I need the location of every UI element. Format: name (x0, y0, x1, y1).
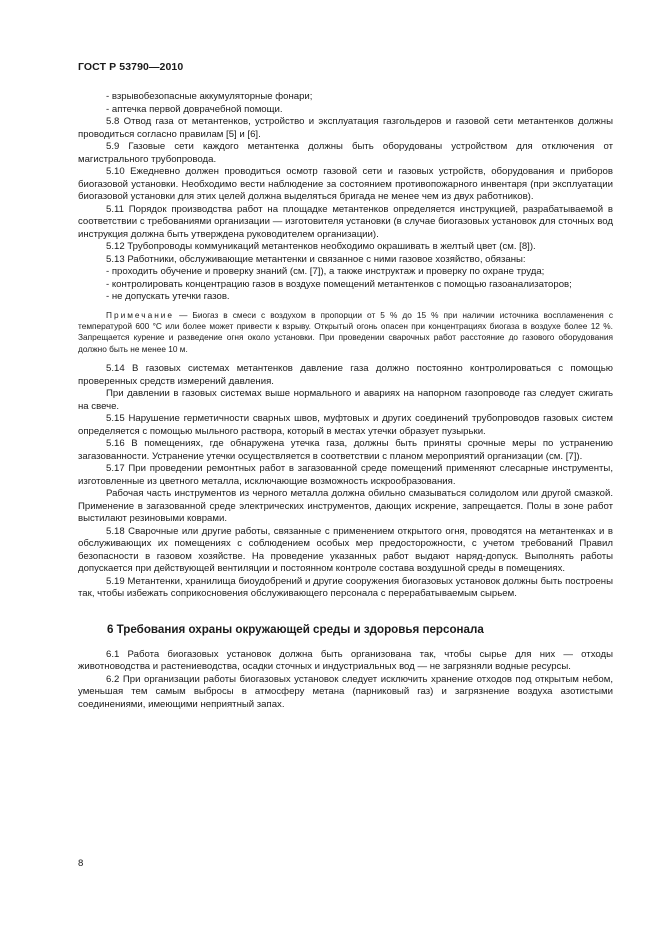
section-6-title: 6 Требования охраны окружающей среды и здоровья персонала (107, 622, 484, 636)
clause-5-15: 5.15 Нарушение герметичности сварных швов, муфтовых и других соединений трубопроводов газовых систем определяется с помощью мыльного раствора, который в местах утечки образует пузырьки. (78, 413, 613, 437)
list-item: - взрывобезопасные аккумуляторные фонари; (106, 91, 313, 102)
list-item: - аптечка первой доврачебной помощи. (106, 103, 283, 115)
paragraph: При давлении в газовых системах выше нормального и авариях на напорном газопроводе газ следует сжигать на свече. (78, 388, 613, 412)
paragraph: Рабочая часть инструментов из черного металла должна обильно смазываться солидолом или другой смазкой. Применение в загазованной среде электрических инструментов, дающих искрение, запрещается. Полы в зоне работ выстилают резиновыми коврами. (78, 488, 613, 525)
clause-6-2: 6.2 При организации работы биогазовых установок следует исключить хранение отходов под открытым небом, уменьшая тем самым выбросы в атмосферу метана (парниковый газ) и загрязнение воздуха азотистыми соединениями, имеющими неприятный запах. (78, 673, 613, 710)
note-text: — Биогаз в смеси с воздухом в пропорции от 5 % до 15 % при наличии источника воспламенения с температурой 600 °С или более может привести к взрыву. Открытый огонь опасен при концентрациях биогаза в воздухе более 12 %. Запрещается курение и разведение огня около установки. При проведении сварочных работ расстояние до газового оборудования должно быть не менее 10 м. (78, 309, 613, 354)
clause-5-10: 5.10 Ежедневно должен проводиться осмотр газовой сети и газовых устройств, оборудования и приборов биогазовой установки. Необходимо вести наблюдение за состоянием противопожарного инвентаря (при эксплуатации биогазовой установки для этих целей должна выделяться бригада не менее чем из двух работников). (78, 166, 613, 202)
clause-5-11: 5.11 Порядок производства работ на площадке метантенков определяется инструкцией, разрабатываемой в соответствии с требованиями организации — изготовителя установки (в случае биогазовых установок для сточных вод инструкция должна быть утверждена руководителем организации). (78, 203, 613, 240)
note-label: Примечание (106, 309, 175, 320)
clause-5-12: 5.12 Трубопроводы коммуникаций метантенков необходимо окрашивать в желтый цвет (см. [8]). (106, 241, 536, 252)
list-item: - проходить обучение и проверку знаний (см. [7]), а также инструктаж и проверку по охране труда; (106, 266, 545, 277)
page-number: 8 (78, 858, 84, 869)
clause-5-17: 5.17 При проведении ремонтных работ в загазованной среде помещений применяют слесарные инструменты, изготовленные из цветного металла, исключающие возможность искрообразования. (78, 463, 613, 487)
clause-5-9: 5.9 Газовые сети каждого метантенка должны быть оборудованы устройством для отключения от магистрального трубопровода. (78, 141, 613, 165)
clause-5-13: 5.13 Работники, обслуживающие метантенки и связанное с ними газовое хозяйство, обязаны: (106, 253, 526, 265)
clause-5-8: 5.8 Отвод газа от метантенков, устройство и эксплуатация газгольдеров и газовой сети метантенков должны проводиться согласно правилам [5] и [6]. (78, 116, 613, 140)
list-item: - контролировать концентрацию газов в воздухе помещений метантенков с помощью газоанализаторов; (106, 278, 572, 290)
clause-5-16: 5.16 В помещениях, где обнаружена утечка газа, должны быть приняты срочные меры по устранению загазованности. Устранение утечки осуществляется в соответствии с планом мероприятий организации (см. [7]). (78, 438, 613, 462)
clause-5-14: 5.14 В газовых системах метантенков давление газа должно постоянно контролироваться с помощью проверенных средств измерений давления. (78, 363, 613, 387)
clause-6-1: 6.1 Работа биогазовых установок должна быть организована так, чтобы сырье для них — отходы животноводства и растениеводства, осадки сточных и индустриальных вод — не загрязняли водные ресурсы. (78, 648, 613, 673)
standard-header: ГОСТ Р 53790—2010 (78, 61, 184, 73)
clause-5-18: 5.18 Сварочные или другие работы, связанные с применением открытого огня, проводятся на метантенках и в обслуживающих их помещениях с соблюдением особых мер предосторожности, с учетом требований Правил безопасности в газовом хозяйстве. На проведение указанных работ выдают наряд-допуск. Выполнять работы допускается при действующей вентиляции и постоянном контроле состава воздушной среды в помещениях. (78, 525, 613, 575)
clause-5-19: 5.19 Метантенки, хранилища биоудобрений и другие сооружения биогазовых установок должны быть построены так, чтобы избежать соприкосновения обслуживающего персонала с перерабатываемым сырьем. (78, 575, 613, 600)
list-item: - не допускать утечки газов. (106, 291, 230, 302)
note (78, 310, 613, 356)
document-body (78, 91, 613, 711)
